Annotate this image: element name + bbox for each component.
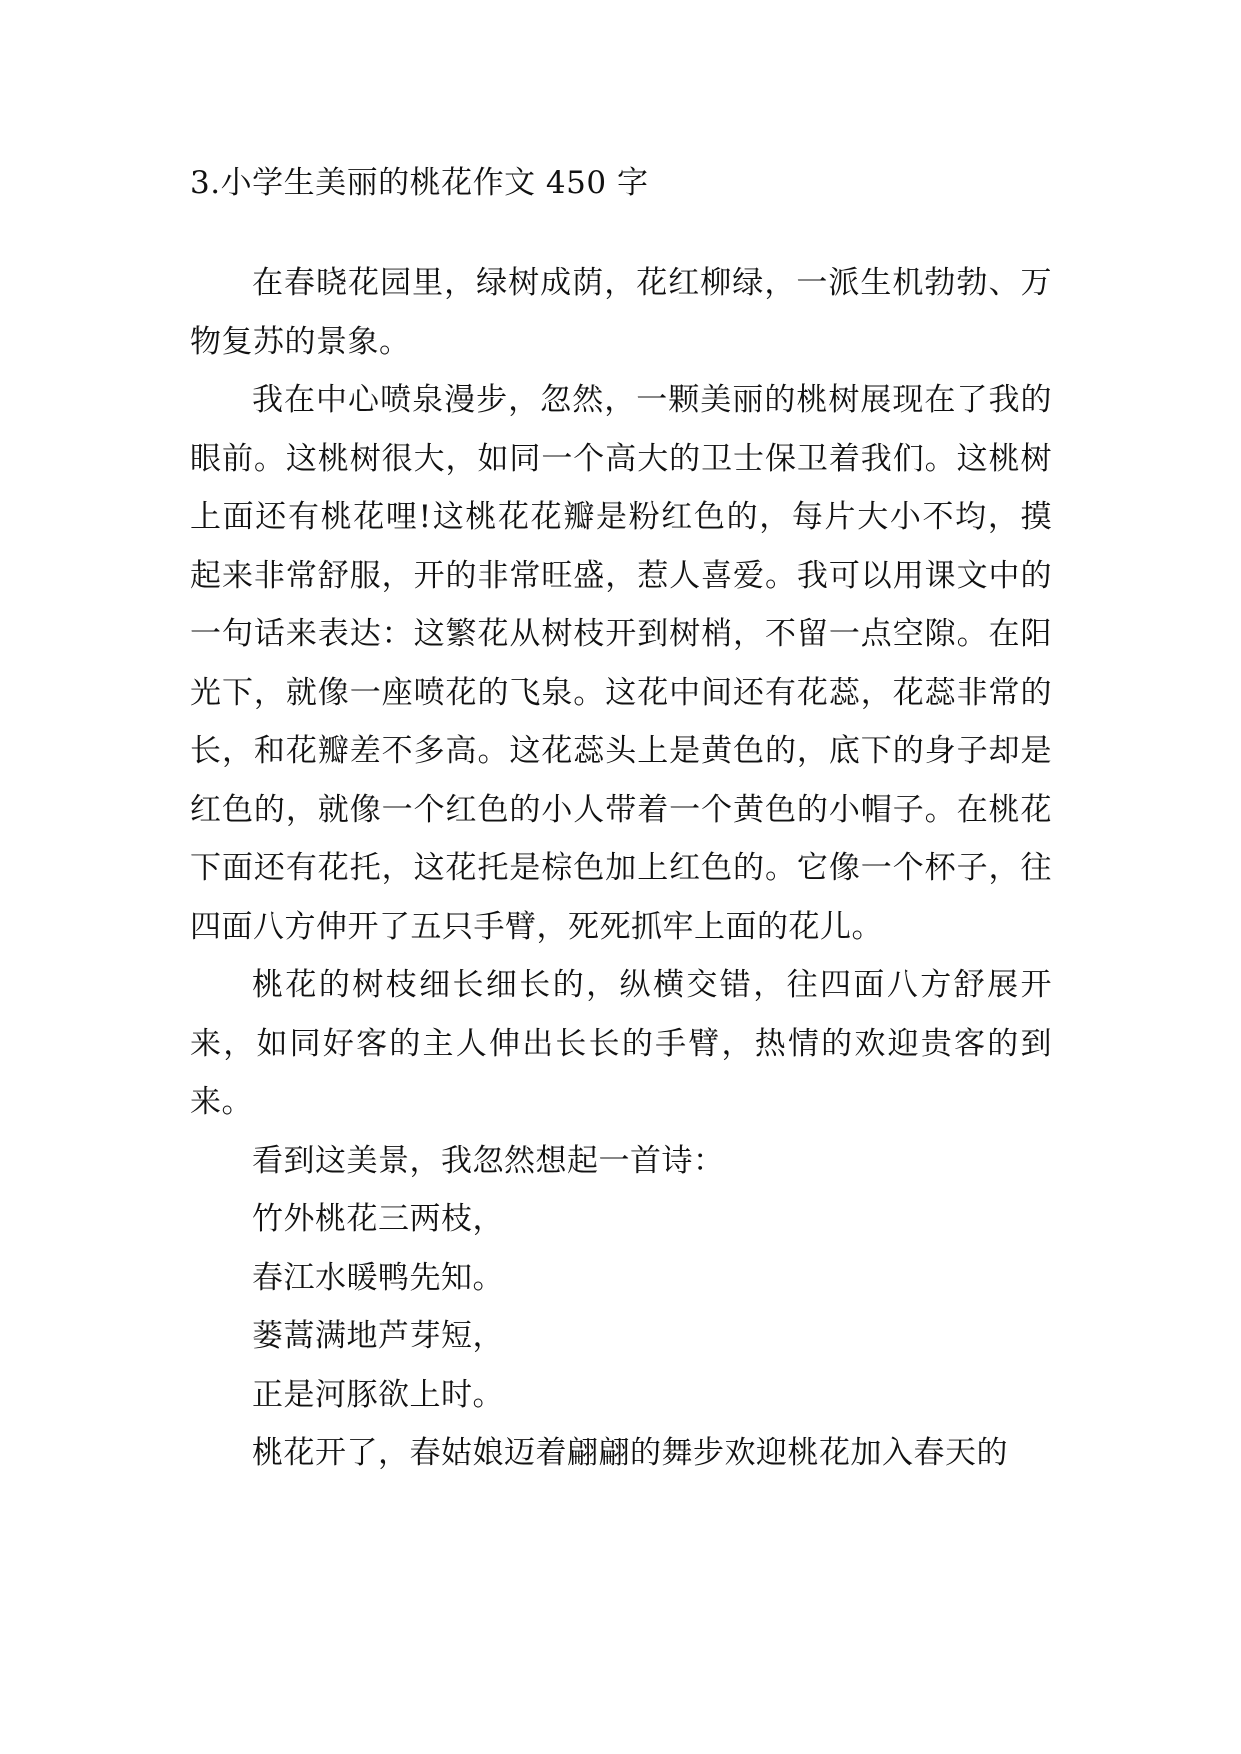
- essay-title: 3.小学生美丽的桃花作文 450 字: [190, 165, 649, 201]
- paragraph-3: 桃花的树枝细长细长的，纵横交错，往四面八方舒展开来，如同好客的主人伸出长长的手臂，热情的欢迎贵客的到来。: [190, 967, 1052, 1120]
- poem-line-4: 正是河豚欲上时。: [252, 1376, 504, 1413]
- paragraph-2: 我在中心喷泉漫步，忽然，一颗美丽的桃树展现在了我的眼前。这桃树很大，如同一个高大的卫士保卫着我们。这桃树上面还有桃花哩!这桃花花瓣是粉红色的，每片大小不均，摸起来非常舒服，开的非常旺盛，惹人喜爱。我可以用课文中的一句话来表达：这繁花从树枝开到树梢，不留一点空隙。在阳光下，就像一座喷花的飞泉。这花中间还有花蕊，花蕊非常的长，和花瓣差不多高。这花蕊头上是黄色的，底下的身子却是红色的，就像一个红色的小人带着一个黄色的小帽子。在桃花下面还有花托，这花托是棕色加上红色的。它像一个杯子，往四面八方伸开了五只手臂，死死抓牢上面的花儿。: [190, 382, 1052, 945]
- poem-line-1: 竹外桃花三两枝，: [252, 1201, 504, 1237]
- closing-paragraph: 桃花开了，春姑娘迈着翩翩的舞步欢迎桃花加入春天的: [252, 1435, 1008, 1471]
- poem-line-2: 春江水暖鸭先知。: [252, 1259, 504, 1296]
- document-page: [190, 160, 1052, 1483]
- poem-line-3: 蒌蒿满地芦芽短，: [252, 1318, 504, 1354]
- paragraph-4: 看到这美景，我忽然想起一首诗：: [252, 1142, 725, 1179]
- paragraph-1: 在春晓花园里，绿树成荫，花红柳绿，一派生机勃勃、万物复苏的景象。: [190, 265, 1052, 360]
- essay-body: [190, 254, 1052, 1483]
